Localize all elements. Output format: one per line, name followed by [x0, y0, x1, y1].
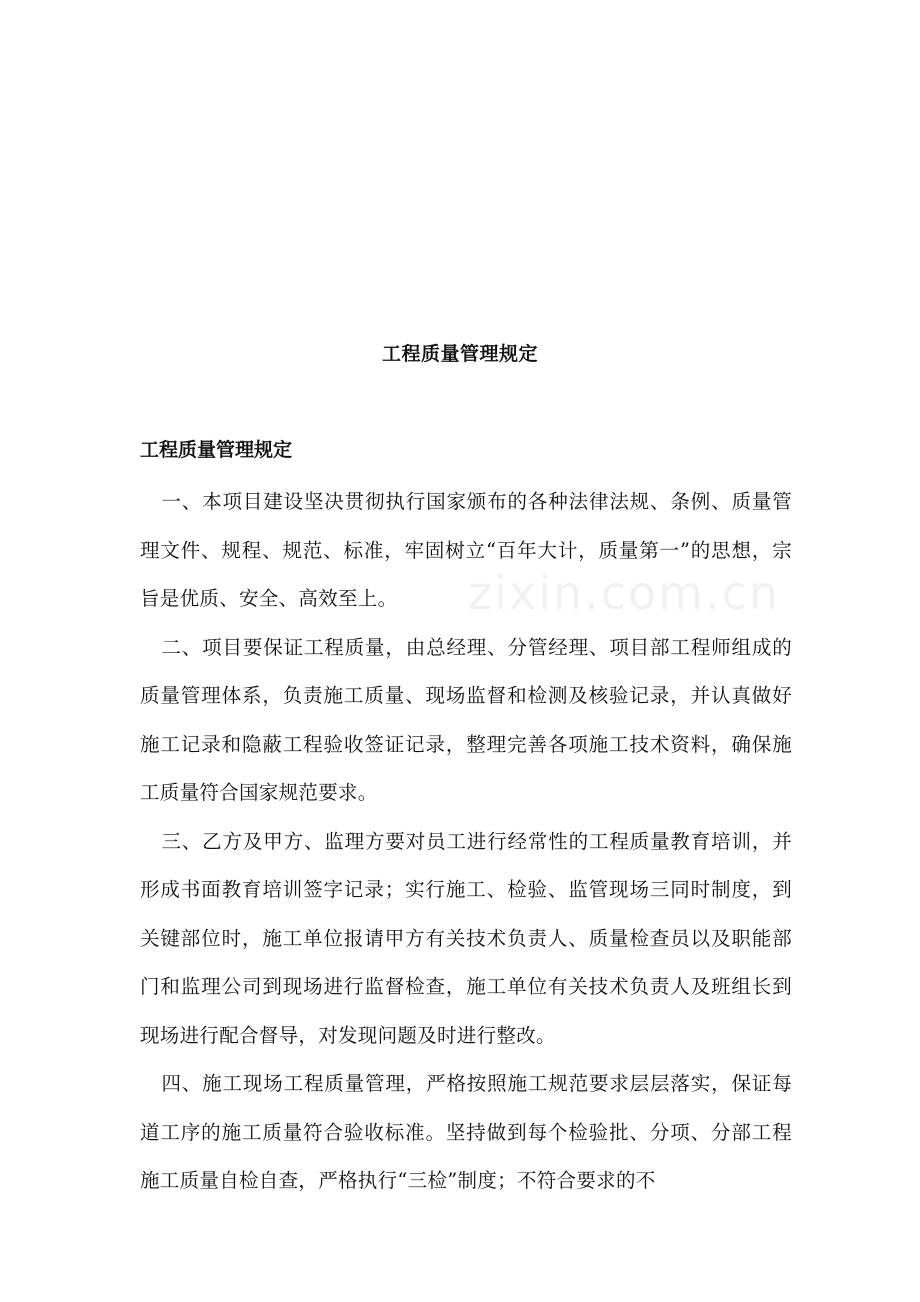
- paragraph-2: 二、项目要保证工程质量，由总经理、分管经理、项目部工程师组成的质量管理体系，负责施工质量、现场监督和检测及核验记录，并认真做好施工记录和隐蔽工程验收签证记录，整理完善各项施工技术资料，确保施工质量符合国家规范要求。: [140, 635, 792, 804]
- document-body: [140, 478, 792, 1206]
- document-title: 工程质量管理规定: [381, 343, 538, 365]
- paragraph-1: 一、本项目建设坚决贯彻执行国家颁布的各种法律法规、条例、质量管理文件、规程、规范、标准，牢固树立“百年大计，质量第一”的思想，宗旨是优质、安全、高效至上。: [140, 490, 792, 610]
- paragraph-3: 三、乙方及甲方、监理方要对员工进行经常性的工程质量教育培训，并形成书面教育培训签字记录；实行施工、检验、监管现场三同时制度，到关键部位时，施工单位报请甲方有关技术负责人、质量检查员以及职能部门和监理公司到现场进行监督检查，施工单位有关技术负责人及班组长到现场进行配合督导，对发现问题及时进行整改。: [140, 829, 792, 1047]
- section-heading: 工程质量管理规定: [140, 439, 293, 461]
- paragraph-4: 四、施工现场工程质量管理，严格按照施工规范要求层层落实，保证每道工序的施工质量符合验收标准。坚持做到每个检验批、分项、分部工程施工质量自检自查，严格执行“三检”制度；不符合要求的不: [140, 1072, 792, 1192]
- watermark: zixin.com.cn: [468, 566, 781, 620]
